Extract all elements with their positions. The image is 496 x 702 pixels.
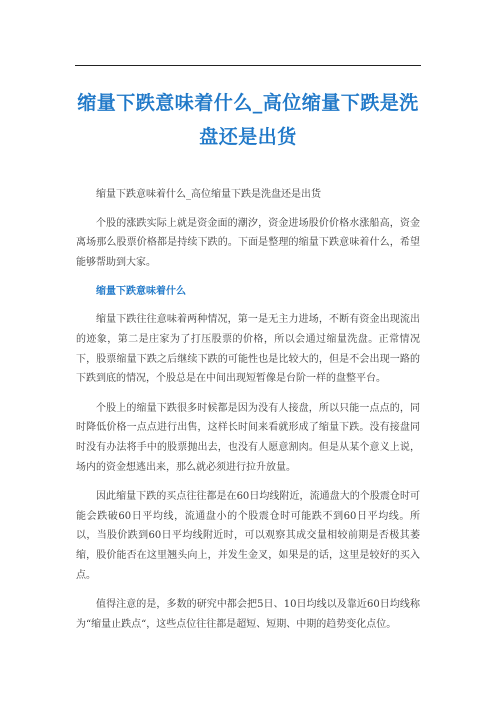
title-line-1: 缩量下跌意味着什么_高位缩量下跌是洗	[77, 92, 419, 114]
body-paragraph-4: 值得注意的是，多数的研究中都会把5日、10日均线以及靠近60日均线称为“缩量止跌点“，这些点位往往都是超短、短期、中期的趋势变化点位。	[76, 599, 420, 630]
body-paragraph-3: 因此缩量下跌的买点往往都是在60日均线附近，流通盘大的个股震仓时可能会跌破60日平均线，流通盘小的个股震仓时可能跌不到60日平均线。所以，当股价跌到60日平均线附近时，可以观察其成交量相较前期是否极其萎缩，股价能否在这里翘头向上，并发生金叉，如果是的话，这里是较好的买入点。	[76, 491, 420, 581]
document-subtitle: 缩量下跌意味着什么_高位缩量下跌是洗盘还是出货	[96, 189, 321, 200]
intro-paragraph: 个股的涨跌实际上就是资金面的潮汐，资金进场股价价格水涨船高，资金离场那么股票价格都是持续下跌的。下面是整理的缩量下跌意味着什么，希望能够帮助到大家。	[76, 217, 420, 268]
body-paragraph-2: 个股上的缩量下跌很多时候都是因为没有人接盘，所以只能一点点的，同时降低价格一点点进行出售，这样长时间来看就形成了缩量下跌。没有接盘同时没有办法将手中的股票抛出去，也没有人愿意割肉。但是从某个意义上说，场内的资金想逃出来，那么就必须进行拉升放量。	[76, 402, 420, 473]
section-heading: 缩量下跌意味着什么	[96, 286, 186, 298]
document-title	[76, 86, 420, 154]
body-paragraph-1: 缩量下跌往往意味着两种情况，第一是无主力进场，不断有资金出现流出的迹象，第二是庄家为了打压股票的价格，所以会通过缩量洗盘。正常情况下，股票缩量下跌之后继续下跌的可能性也是比较大的，但是不会出现一路的下跌到底的情况，个股总是在中间出现短暂像是台阶一样的盘整平台。	[76, 314, 420, 385]
document-body	[76, 185, 420, 644]
header-divider	[75, 65, 421, 66]
title-line-2: 盘还是出货	[199, 126, 297, 148]
